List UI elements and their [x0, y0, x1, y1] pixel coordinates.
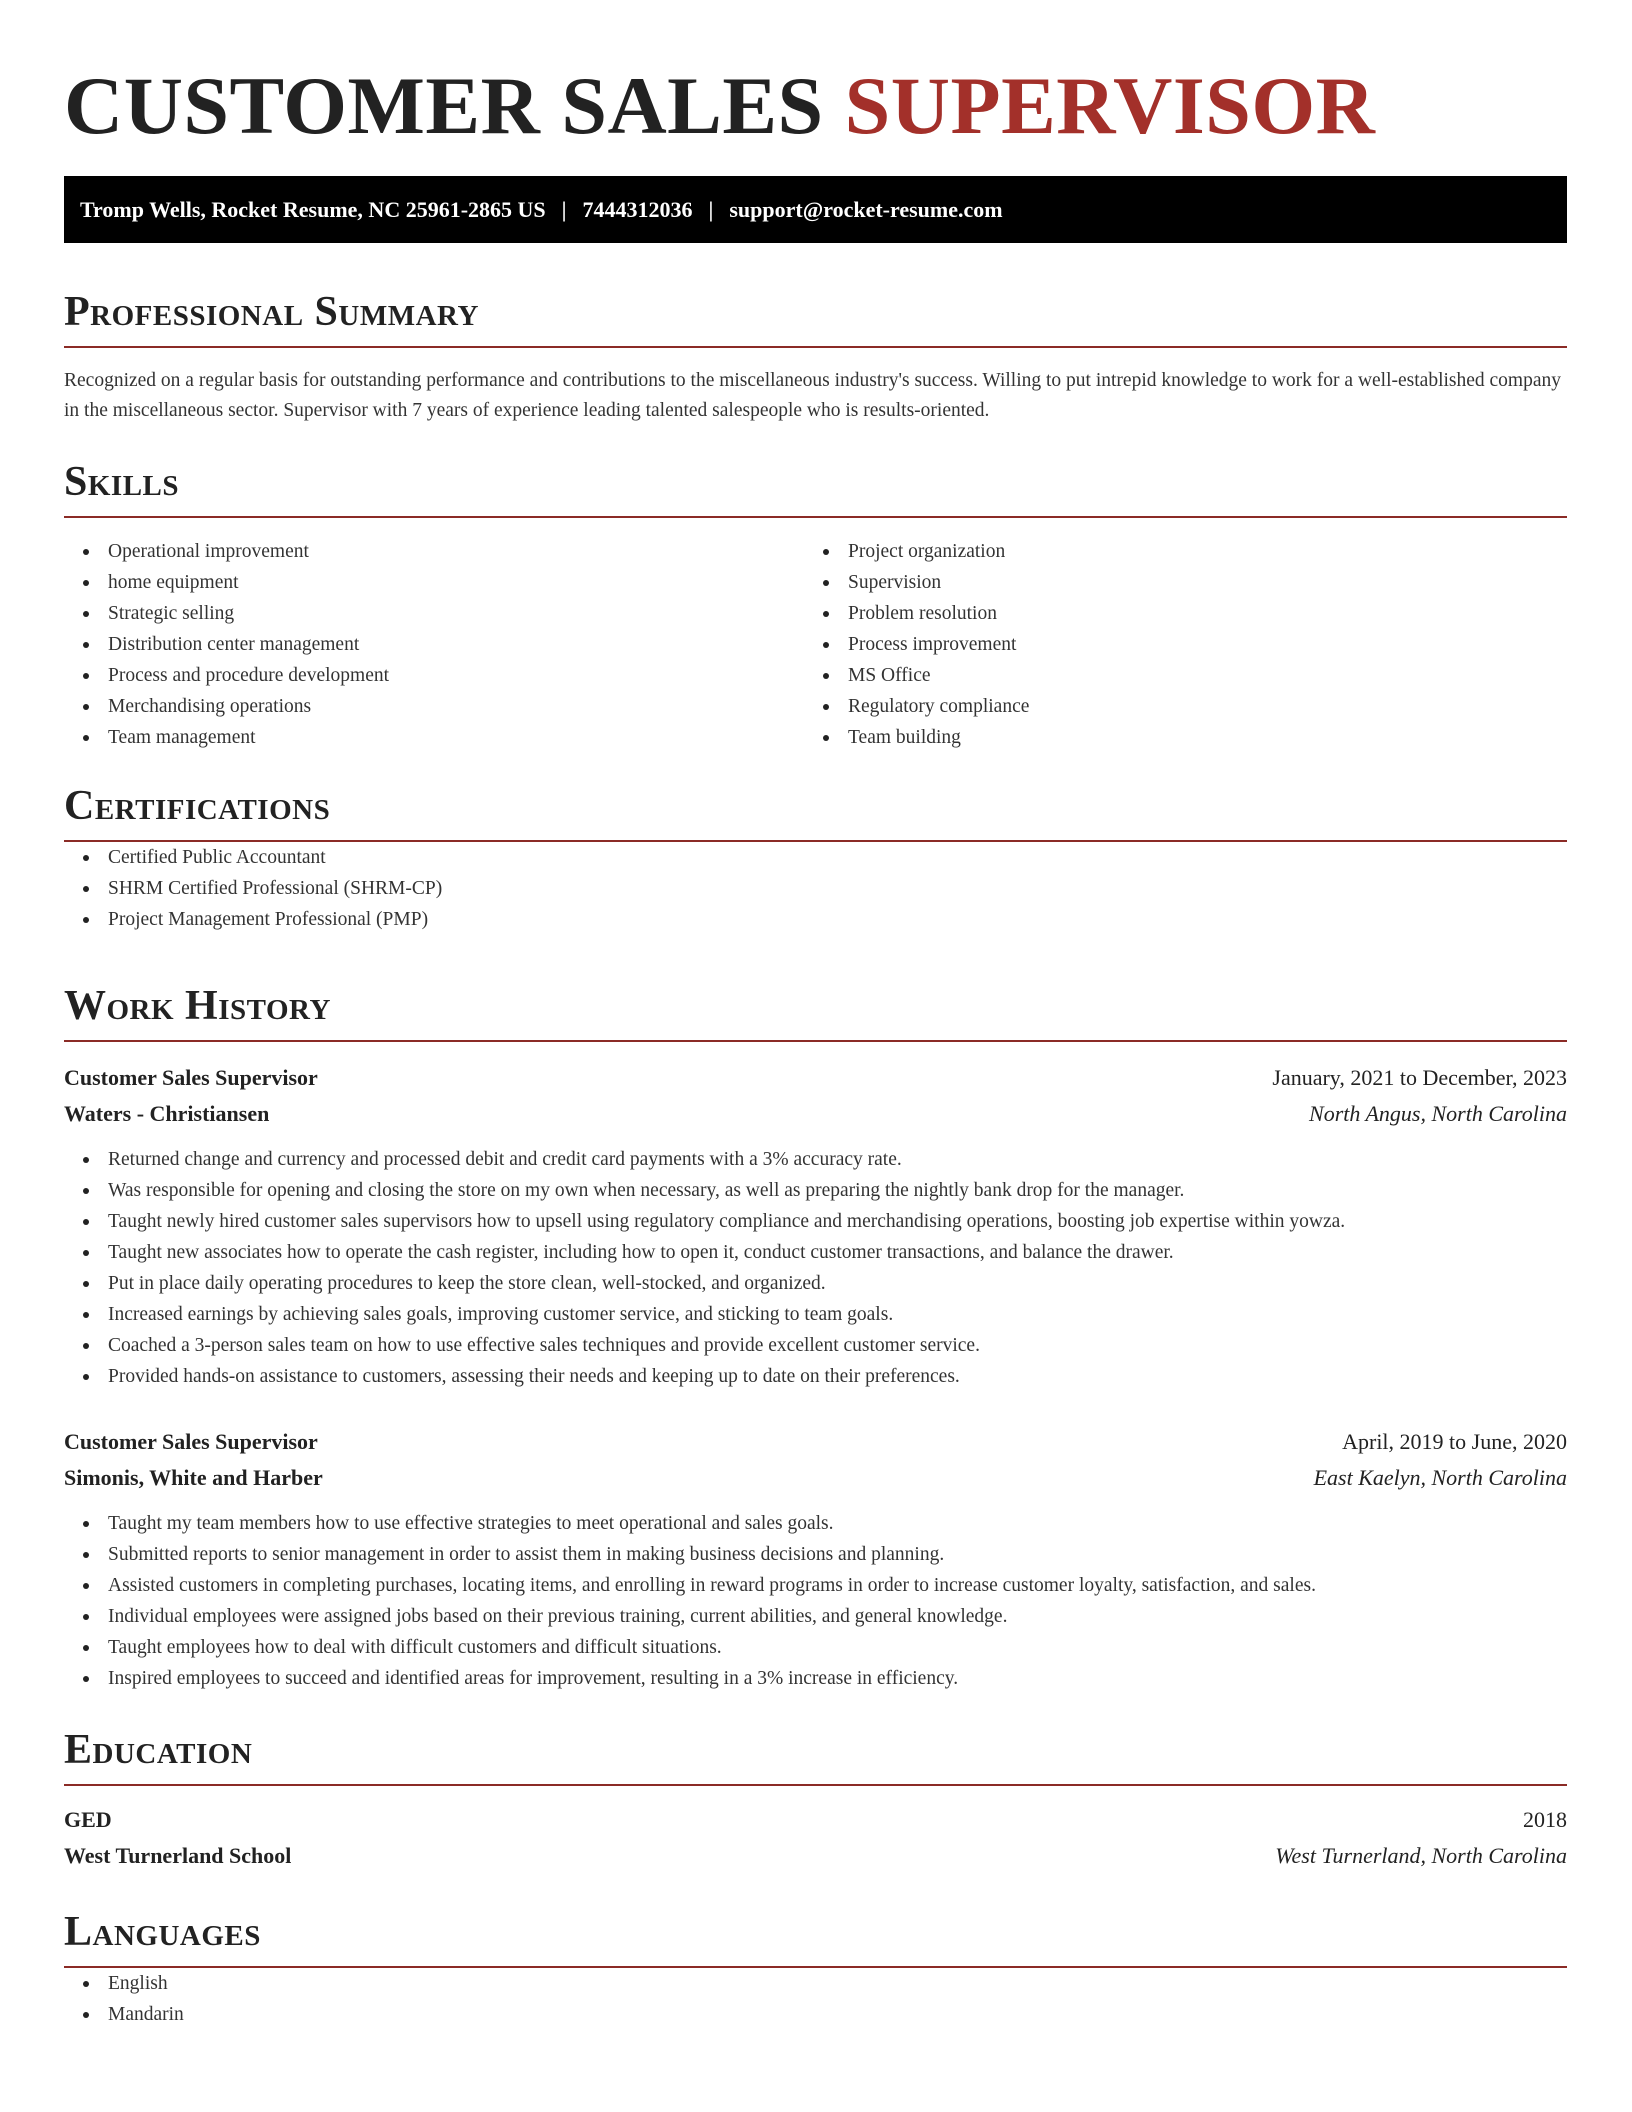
section-title-certifications: Certifications — [64, 783, 331, 829]
job-bullet: Submitted reports to senior management in order to assist them in making business decisions and planning. — [64, 1539, 1567, 1570]
section-divider — [64, 1040, 1567, 1042]
skill-item: Team management — [64, 722, 804, 753]
summary-section — [64, 287, 1567, 426]
job-bullets — [64, 1508, 1567, 1694]
job-bullet: Provided hands-on assistance to customers, assessing their needs and keeping up to date on their preferences. — [64, 1361, 1567, 1392]
skill-item: Process improvement — [804, 629, 1544, 660]
job-bullet: Inspired employees to succeed and identified areas for improvement, resulting in a 3% increase in efficiency. — [64, 1663, 1567, 1694]
languages-section — [64, 1907, 1567, 2030]
contact-phone[interactable]: 7444312036 — [582, 197, 693, 222]
job-dates: April, 2019 to June, 2020 — [1342, 1429, 1567, 1454]
contact-bar — [64, 176, 1567, 243]
job-entry — [64, 1060, 1567, 1392]
certification-item: Project Management Professional (PMP) — [64, 904, 1567, 935]
job-bullet: Taught my team members how to use effective strategies to meet operational and sales goals. — [64, 1508, 1567, 1539]
job-bullets — [64, 1144, 1567, 1392]
job-bullet: Put in place daily operating procedures to keep the store clean, well-stocked, and organized. — [64, 1268, 1567, 1299]
job-location: East Kaelyn, North Carolina — [1313, 1465, 1567, 1490]
section-title-summary: Professional Summary — [64, 289, 479, 335]
job-bullet: Taught employees how to deal with difficult customers and difficult situations. — [64, 1632, 1567, 1663]
summary-text: Recognized on a regular basis for outstanding performance and contributions to the miscellaneous industry's success. Willing to put intrepid knowledge to work for a well-established company in the miscellaneous sector. Supervisor with 7 years of experience leading talented salespeople who is results-oriented. — [64, 370, 1562, 421]
education-school: West Turnerland School — [64, 1843, 292, 1868]
skill-item: Strategic selling — [64, 598, 804, 629]
skill-item: Team building — [804, 722, 1544, 753]
skill-item: Distribution center management — [64, 629, 804, 660]
languages-list — [64, 1968, 1567, 2030]
section-divider — [64, 1784, 1567, 1786]
education-section — [64, 1725, 1567, 1874]
job-role: Customer Sales Supervisor — [64, 1429, 318, 1454]
contact-address: Tromp Wells, Rocket Resume, NC 25961-2865 US — [80, 197, 546, 222]
contact-separator: | — [561, 197, 567, 222]
contact-email[interactable]: support@rocket-resume.com — [729, 197, 1003, 222]
job-role: Customer Sales Supervisor — [64, 1065, 318, 1090]
work-history-section — [64, 981, 1567, 1042]
certifications-section — [64, 781, 1567, 935]
title-main: CUSTOMER SALES — [64, 60, 824, 151]
skill-item: MS Office — [804, 660, 1544, 691]
job-bullet: Coached a 3-person sales team on how to use effective sales techniques and provide excellent customer service. — [64, 1330, 1567, 1361]
job-location: North Angus, North Carolina — [1309, 1101, 1567, 1126]
skill-item: home equipment — [64, 567, 804, 598]
skills-section — [64, 457, 1567, 753]
section-divider — [64, 346, 1567, 348]
job-dates: January, 2021 to December, 2023 — [1272, 1065, 1567, 1090]
job-bullet: Was responsible for opening and closing the store on my own when necessary, as well as preparing the nightly bank drop for the manager. — [64, 1175, 1567, 1206]
job-company: Waters - Christiansen — [64, 1101, 270, 1126]
education-location: West Turnerland, North Carolina — [1275, 1843, 1567, 1868]
skill-item: Regulatory compliance — [804, 691, 1544, 722]
job-bullet: Individual employees were assigned jobs based on their previous training, current abilities, and general knowledge. — [64, 1601, 1567, 1632]
job-bullet: Returned change and currency and processed debit and credit card payments with a 3% accuracy rate. — [64, 1144, 1567, 1175]
job-bullet: Assisted customers in completing purchases, locating items, and enrolling in reward programs in order to increase customer loyalty, satisfaction, and sales. — [64, 1570, 1567, 1601]
skill-item: Operational improvement — [64, 536, 804, 567]
job-bullet: Increased earnings by achieving sales goals, improving customer service, and sticking to team goals. — [64, 1299, 1567, 1330]
certification-item: SHRM Certified Professional (SHRM-CP) — [64, 873, 1567, 904]
skill-item: Project organization — [804, 536, 1544, 567]
resume-page — [64, 0, 1567, 2025]
skill-item: Supervision — [804, 567, 1544, 598]
skill-item: Merchandising operations — [64, 691, 804, 722]
language-item: English — [64, 1968, 1567, 1999]
job-bullet: Taught newly hired customer sales supervisors how to upsell using regulatory compliance and merchandising operations, boosting job expertise within yowza. — [64, 1206, 1567, 1237]
section-title-languages: Languages — [64, 1909, 261, 1955]
skill-item: Process and procedure development — [64, 660, 804, 691]
certification-item: Certified Public Accountant — [64, 842, 1567, 873]
job-bullet: Taught new associates how to operate the cash register, including how to open it, conduct customer transactions, and balance the drawer. — [64, 1237, 1567, 1268]
skills-list-left — [64, 536, 804, 753]
language-item: Mandarin — [64, 1999, 1567, 2030]
section-title-education: Education — [64, 1727, 253, 1773]
job-company: Simonis, White and Harber — [64, 1465, 323, 1490]
certifications-list — [64, 842, 1567, 935]
section-divider — [64, 516, 1567, 518]
page-title — [64, 58, 1567, 154]
section-title-skills: Skills — [64, 459, 180, 505]
title-accent: SUPERVISOR — [844, 60, 1376, 151]
job-entry — [64, 1424, 1567, 1694]
education-year: 2018 — [1523, 1807, 1567, 1832]
section-title-work-history: Work History — [64, 983, 331, 1029]
skill-item: Problem resolution — [804, 598, 1544, 629]
education-degree: GED — [64, 1807, 112, 1832]
skills-list-right — [804, 536, 1544, 753]
contact-separator: | — [708, 197, 714, 222]
